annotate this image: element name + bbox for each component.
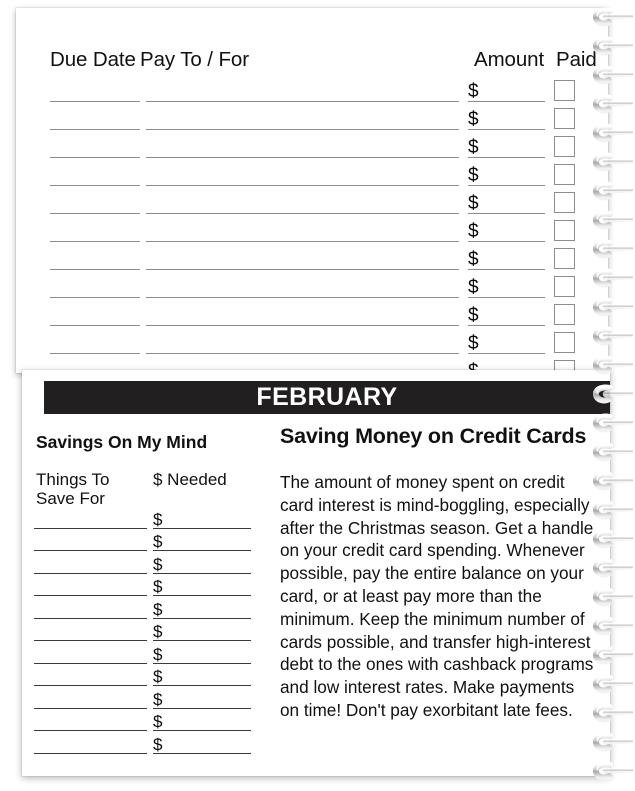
bill-row xyxy=(16,244,608,272)
savings-row xyxy=(22,507,282,530)
savings-row xyxy=(22,530,282,553)
bill-tracker-page-inner xyxy=(16,8,608,373)
due-date-input[interactable] xyxy=(50,213,140,214)
savings-thing-input[interactable] xyxy=(34,595,147,596)
savings-needed-input[interactable] xyxy=(153,528,251,529)
savings-row xyxy=(22,710,282,733)
bill-row xyxy=(16,300,608,328)
savings-thing-input[interactable] xyxy=(34,550,147,551)
column-header-amount: Amount xyxy=(474,48,545,71)
pay-to-for-input[interactable] xyxy=(146,129,459,130)
savings-row xyxy=(22,597,282,620)
savings-thing-input[interactable] xyxy=(34,640,147,641)
currency-symbol: $ xyxy=(153,712,163,731)
savings-thing-input[interactable] xyxy=(34,730,147,731)
pay-to-for-input[interactable] xyxy=(146,325,459,326)
due-date-input[interactable] xyxy=(50,157,140,158)
pay-to-for-input[interactable] xyxy=(146,185,459,186)
currency-symbol: $ xyxy=(468,221,479,242)
savings-needed-input[interactable] xyxy=(153,663,251,664)
due-date-input[interactable] xyxy=(50,297,140,298)
paid-checkbox[interactable] xyxy=(554,248,575,269)
paid-checkbox[interactable] xyxy=(554,192,575,213)
due-date-input[interactable] xyxy=(50,185,140,186)
pay-to-for-input[interactable] xyxy=(146,213,459,214)
savings-row xyxy=(22,687,282,710)
currency-symbol: $ xyxy=(153,599,163,619)
pay-to-for-input[interactable] xyxy=(146,297,459,298)
column-header-due-date: Due Date xyxy=(50,48,136,71)
month-banner-label: FEBRUARY xyxy=(256,383,398,411)
bill-row xyxy=(16,328,608,356)
savings-needed-input[interactable] xyxy=(153,640,251,641)
savings-needed-input[interactable] xyxy=(153,685,251,686)
pay-to-for-input[interactable] xyxy=(146,353,459,354)
paid-checkbox[interactable] xyxy=(554,220,575,241)
savings-needed-input[interactable] xyxy=(153,753,251,754)
currency-symbol: $ xyxy=(153,509,163,529)
bill-row xyxy=(16,132,608,160)
savings-row xyxy=(22,552,282,575)
bill-rows-container xyxy=(16,76,608,412)
savings-column-header-line: Save For xyxy=(36,489,105,508)
savings-rows-container xyxy=(22,507,282,755)
amount-input[interactable] xyxy=(468,325,545,326)
savings-thing-input[interactable] xyxy=(34,708,147,709)
pay-to-for-input[interactable] xyxy=(146,269,459,270)
due-date-input[interactable] xyxy=(50,241,140,242)
bill-row xyxy=(16,188,608,216)
february-page xyxy=(22,370,610,776)
currency-symbol: $ xyxy=(468,109,479,130)
savings-section-title: Savings On My Mind xyxy=(36,432,208,452)
amount-input[interactable] xyxy=(468,297,545,298)
currency-symbol: $ xyxy=(153,667,163,686)
paid-checkbox[interactable] xyxy=(554,276,575,297)
bill-tracker-page xyxy=(16,8,608,373)
amount-input[interactable] xyxy=(468,269,545,270)
savings-column-header-line: Things To xyxy=(36,470,110,489)
savings-thing-input[interactable] xyxy=(34,663,147,664)
article-paragraph: The amount of money spent on credit card interest is mind-boggling, especially after the Christmas season. Get a handle on your credit card spending. Whenever possible, pay the entire balance on your card, or at least pay more than the minimum. Keep the minimum number of cards possible, and transfer high-interest debt to the ones with cashback programs and low interest rates. Make payments on time! Don't pay exorbitant late fees. xyxy=(280,472,594,720)
due-date-input[interactable] xyxy=(50,353,140,354)
amount-input[interactable] xyxy=(468,185,545,186)
currency-symbol: $ xyxy=(153,644,163,664)
savings-thing-input[interactable] xyxy=(34,573,147,574)
savings-row xyxy=(22,642,282,665)
currency-symbol: $ xyxy=(153,577,163,596)
currency-symbol: $ xyxy=(153,622,163,641)
bill-row xyxy=(16,76,608,104)
currency-symbol: $ xyxy=(468,305,479,326)
currency-symbol: $ xyxy=(468,137,479,158)
savings-thing-input[interactable] xyxy=(34,618,147,619)
currency-symbol: $ xyxy=(153,734,163,754)
currency-symbol: $ xyxy=(468,193,479,214)
due-date-input[interactable] xyxy=(50,325,140,326)
savings-needed-input[interactable] xyxy=(153,730,251,731)
bill-row xyxy=(16,216,608,244)
amount-input[interactable] xyxy=(468,353,545,354)
savings-needed-input[interactable] xyxy=(153,595,251,596)
pay-to-for-input[interactable] xyxy=(146,101,459,102)
paid-checkbox[interactable] xyxy=(554,304,575,325)
amount-input[interactable] xyxy=(468,213,545,214)
pay-to-for-input[interactable] xyxy=(146,157,459,158)
savings-row xyxy=(22,665,282,688)
savings-column-header-needed: $ Needed xyxy=(153,470,227,489)
february-page-inner xyxy=(22,370,610,776)
amount-input[interactable] xyxy=(468,241,545,242)
paid-checkbox[interactable] xyxy=(554,332,575,353)
savings-needed-input[interactable] xyxy=(153,573,251,574)
currency-symbol: $ xyxy=(153,532,163,551)
savings-thing-input[interactable] xyxy=(34,753,147,754)
savings-needed-input[interactable] xyxy=(153,550,251,551)
column-header-pay-to-for: Pay To / For xyxy=(140,48,249,71)
paid-checkbox[interactable] xyxy=(554,164,575,185)
bill-row xyxy=(16,160,608,188)
savings-needed-input[interactable] xyxy=(153,708,251,709)
currency-symbol: $ xyxy=(468,81,479,102)
due-date-input[interactable] xyxy=(50,129,140,130)
savings-row xyxy=(22,620,282,643)
currency-symbol: $ xyxy=(153,689,163,709)
savings-thing-input[interactable] xyxy=(34,685,147,686)
savings-column-header-things xyxy=(36,470,109,508)
column-header-paid: Paid xyxy=(556,48,597,71)
bill-row xyxy=(16,272,608,300)
bill-row xyxy=(16,104,608,132)
currency-symbol: $ xyxy=(468,333,479,354)
currency-symbol: $ xyxy=(468,165,479,186)
savings-row xyxy=(22,732,282,755)
due-date-input[interactable] xyxy=(50,101,140,102)
amount-input[interactable] xyxy=(468,129,545,130)
savings-needed-input[interactable] xyxy=(153,618,251,619)
paid-checkbox[interactable] xyxy=(554,108,575,129)
paid-checkbox[interactable] xyxy=(554,136,575,157)
article-title: Saving Money on Credit Cards xyxy=(280,424,587,448)
savings-thing-input[interactable] xyxy=(34,528,147,529)
savings-row xyxy=(22,575,282,598)
amount-input[interactable] xyxy=(468,101,545,102)
article-body xyxy=(280,471,597,722)
article-block xyxy=(280,424,597,722)
month-banner xyxy=(44,381,610,414)
due-date-input[interactable] xyxy=(50,269,140,270)
currency-symbol: $ xyxy=(468,277,479,298)
paid-checkbox[interactable] xyxy=(554,80,575,101)
pay-to-for-input[interactable] xyxy=(146,241,459,242)
currency-symbol: $ xyxy=(153,554,163,574)
currency-symbol: $ xyxy=(468,249,479,270)
amount-input[interactable] xyxy=(468,157,545,158)
